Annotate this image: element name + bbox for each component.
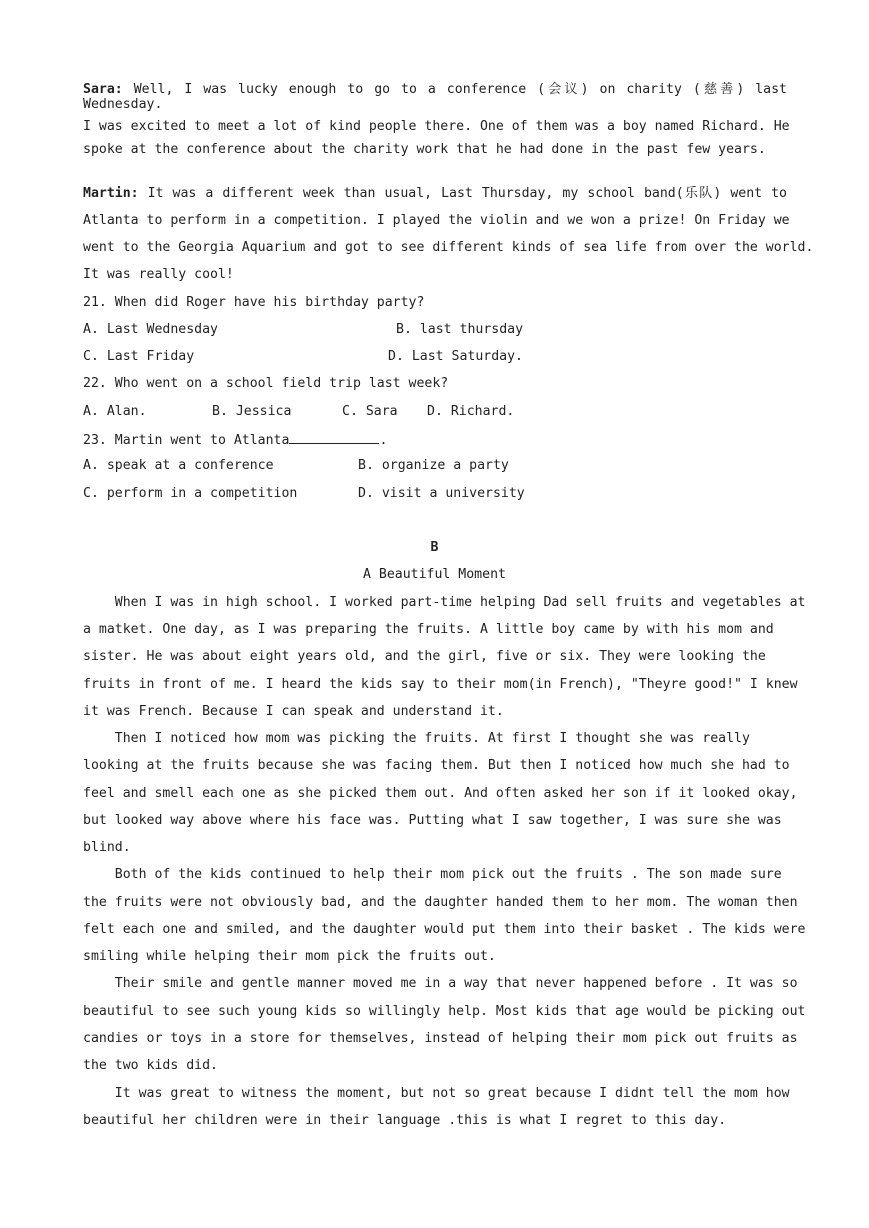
passage-line: When I was in high school. I worked part-time helping Dad sell fruits and vegetables at bbox=[83, 595, 806, 610]
question-23-option-a: A. speak at a conference bbox=[83, 458, 274, 473]
section-letter: B bbox=[430, 540, 439, 555]
question-23-option-c: C. perform in a competition bbox=[83, 486, 298, 501]
question-22-option-c: C. Sara bbox=[342, 404, 398, 419]
martin-line-3: went to the Georgia Aquarium and got to see different kinds of sea life from over the world. bbox=[83, 240, 814, 255]
passage-line: candies or toys in a store for themselves, instead of helping their mom pick out fruits as bbox=[83, 1031, 798, 1046]
answer-blank bbox=[289, 431, 379, 444]
martin-line-2: Atlanta to perform in a competition. I played the violin and we won a prize! On Friday we bbox=[83, 213, 790, 228]
question-23-option-d: D. visit a university bbox=[358, 486, 525, 501]
passage-line: feel and smell each one as she picked them out. And often asked her son if it looked okay, bbox=[83, 786, 798, 801]
passage-line: Their smile and gentle manner moved me in a way that never happened before . It was so bbox=[83, 976, 798, 991]
passage-line: beautiful to see such young kids so willingly help. Most kids that age would be picking out bbox=[83, 1004, 806, 1019]
question-23-stem-end: . bbox=[379, 433, 388, 448]
martin-text-1: It was a different week than usual, Last Thursday, my school band(乐队) went to bbox=[147, 186, 787, 201]
passage-title: A Beautiful Moment bbox=[363, 567, 506, 582]
question-22-option-b: B. Jessica bbox=[212, 404, 292, 419]
passage-line: beautiful her children were in their language .this is what I regret to this day. bbox=[83, 1113, 727, 1128]
passage-line: smiling while helping their mom pick the fruits out. bbox=[83, 949, 496, 964]
question-23-stem: 23. Martin went to Atlanta bbox=[83, 433, 290, 448]
passage-line: it was French. Because I can speak and understand it. bbox=[83, 704, 504, 719]
question-23-stem-line bbox=[83, 431, 387, 449]
martin-line-1 bbox=[83, 186, 787, 202]
passage-line: fruits in front of me. I heard the kids say to their mom(in French), "Theyre good!" I knew bbox=[83, 677, 798, 692]
passage-line: but looked way above where his face was. Putting what I saw together, I was sure she was bbox=[83, 813, 782, 828]
passage-line: It was great to witness the moment, but not so great because I didnt tell the mom how bbox=[83, 1086, 790, 1101]
passage-line: the fruits were not obviously bad, and the daughter handed them to her mom. The woman then bbox=[83, 895, 798, 910]
sara-speaker: Sara: bbox=[83, 82, 123, 97]
question-22-option-a: A. Alan. bbox=[83, 404, 147, 419]
passage-line: Both of the kids continued to help their mom pick out the fruits . The son made sure bbox=[83, 867, 782, 882]
martin-speaker: Martin: bbox=[83, 186, 139, 201]
sara-line-1 bbox=[83, 82, 787, 98]
question-21-option-b: B. last thursday bbox=[396, 322, 524, 337]
question-22-option-d: D. Richard. bbox=[427, 404, 515, 419]
passage-line: blind. bbox=[83, 840, 131, 855]
sara-line-4: spoke at the conference about the charity work that he had done in the past few years. bbox=[83, 142, 766, 157]
sara-line-3: I was excited to meet a lot of kind people there. One of them was a boy named Richard. He bbox=[83, 119, 790, 134]
passage-line: sister. He was about eight years old, and the girl, five or six. They were looking the bbox=[83, 649, 766, 664]
question-21-option-a: A. Last Wednesday bbox=[83, 322, 218, 337]
question-21-option-c: C. Last Friday bbox=[83, 349, 195, 364]
passage-line: the two kids did. bbox=[83, 1058, 218, 1073]
question-23-option-b: B. organize a party bbox=[358, 458, 509, 473]
sara-line-2: Wednesday. bbox=[83, 97, 163, 112]
passage-line: looking at the fruits because she was facing them. But then I noticed how much she had to bbox=[83, 758, 790, 773]
sara-text-1: Well, I was lucky enough to go to a conference (会议) on charity (慈善) last bbox=[133, 82, 787, 97]
passage-line: felt each one and smiled, and the daughter would put them into their basket . The kids were bbox=[83, 922, 806, 937]
passage-line: a matket. One day, as I was preparing the fruits. A little boy came by with his mom and bbox=[83, 622, 774, 637]
passage-line: Then I noticed how mom was picking the fruits. At first I thought she was really bbox=[83, 731, 750, 746]
question-21-option-d: D. Last Saturday. bbox=[388, 349, 523, 364]
question-21-stem: 21. When did Roger have his birthday party? bbox=[83, 295, 425, 310]
martin-line-4: It was really cool! bbox=[83, 267, 234, 282]
question-22-stem: 22. Who went on a school field trip last week? bbox=[83, 376, 449, 391]
